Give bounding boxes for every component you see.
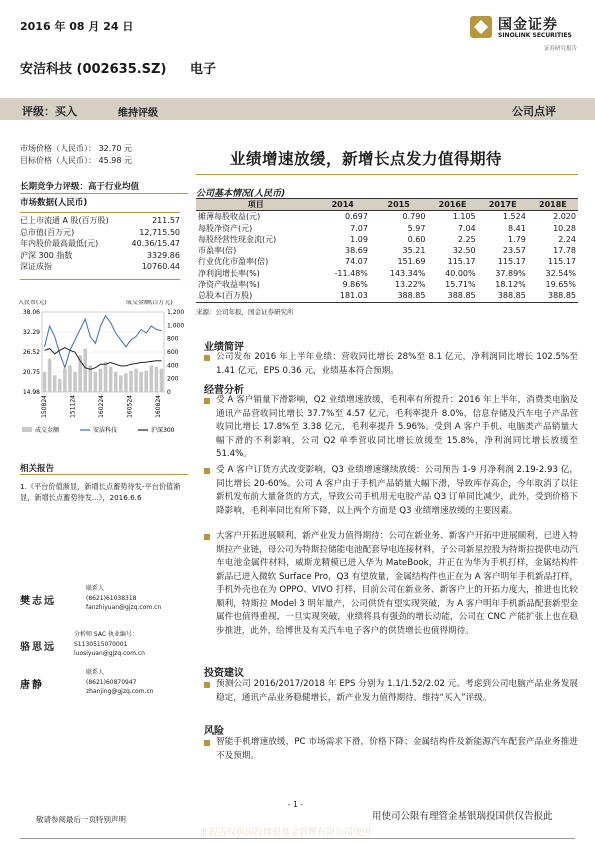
table-cell: 143.34% xyxy=(389,268,426,278)
section-paragraph: 大客户开拓进展顺利，新产业发力值得期待：公司在新业务、新客户开拓中进展顺利，已进入特斯拉产业链，母公司为特斯拉储能电池配套导电连接材料，子公司新星控股为特斯拉提供电动汽车电池金属件材料，威斯龙精模已进入华为 MateBook，并正在为华为手机打样，金属结构件新品已进入微软 Surface Pro，Q3 有望放量，金属结构件也正在为 A 客户明年手机新品打样，手机外壳也在为 OPPO、VIVO 打样，目前公司在新业务、新客户上的开拓力度大，推进也比较顺利，特斯拉 Model 3 明年量产，公司供货有望实现突破，为 A 客户明年手机新品配套新型金属件也值得重视，一旦实现突破，业绩将具有强劲的增长动能，公司在 CNC 产能扩张上也在稳步推进，此外，给博世及有关汽车电子客户的供货增长也值得期待。 xyxy=(204,530,578,638)
chart-ytick-label: 32.29 xyxy=(22,329,40,336)
section-paragraph: 智能手机增速放缓，PC 市场需求下滑，价格下降；金属结构件及新能源汽车配套产品业务推进不及预期。 xyxy=(204,736,578,763)
chart-y2tick-label: 400 xyxy=(167,362,179,370)
chart-legend-swatch xyxy=(22,427,32,432)
competitiveness-rating: 长期竞争力评级：高于行业均值 xyxy=(20,182,140,192)
section-paragraph: 受 A 客户订货方式改变影响，Q3 业绩增速继续放缓：公司预告 1-9 月净利润 2.19-2.93 亿，同比增长 20-60%。公司 A 客户由于手机产品销量大幅下滑，导致库存高企，今年取消了以往新机发布前大量备货的方式，导致公司手机用无电胶产品 Q3 订单同比减少，此外，受到价格下降影响，毛利率同比有所下降，以上两个方面是 Q3 业绩增速放缓的主要因素。 xyxy=(204,464,578,518)
logo-sub: 证券研究报告 xyxy=(544,46,578,52)
table-cell: 37.89% xyxy=(495,268,526,278)
table-cell: 35.21 xyxy=(402,246,426,256)
table-cell: 388.85 xyxy=(427,290,477,302)
chart-volume-bar xyxy=(114,372,118,392)
table-cell: 388.85 xyxy=(528,290,578,302)
table-row xyxy=(196,223,578,234)
section-title: 业绩简评 xyxy=(204,342,244,353)
table-cell: 7.04 xyxy=(457,223,476,233)
chart-volume-bar xyxy=(83,349,87,392)
table-cell: 17.78 xyxy=(553,246,576,256)
chart-volume-bar xyxy=(134,369,138,392)
bullet-icon xyxy=(204,355,210,361)
analyst-info: 分析师 SAC 执业编号：S1130515070001 luosiyuan@gjzq.com.cn xyxy=(74,631,145,657)
analyst-name: 唐静 xyxy=(20,680,44,691)
row-label: 总股本(百万股) xyxy=(196,290,316,302)
table-cell: 2.25 xyxy=(457,234,476,244)
divider xyxy=(20,212,180,213)
title-divider xyxy=(196,174,578,175)
table-row xyxy=(196,268,578,279)
chart-volume-bar xyxy=(73,372,77,392)
chart-ytick-label: 20.75 xyxy=(22,369,40,376)
page-number: - 1 - xyxy=(288,800,303,809)
row-label: 每股净资产(元) xyxy=(198,223,253,233)
market-price: 市场价格（人民币）： 32.70 元 xyxy=(20,144,132,153)
chart-y2label: 成交金额(百万元) xyxy=(126,300,173,306)
market-data-heading: 市场数据(人民币) xyxy=(20,198,88,208)
table-heading: 公司基本情况(人民币) xyxy=(196,189,286,199)
market-data xyxy=(20,198,180,280)
chart-volume-bar xyxy=(150,365,154,392)
usage-notice: 用使司公限有理管金基银瑞投国供仅告报此 xyxy=(372,811,553,822)
col-header: 2017E xyxy=(478,199,528,211)
chart-volume-bar xyxy=(58,379,62,392)
chart-y2tick-label: 1,200 xyxy=(167,309,185,316)
chart-xtick-label: 160224 xyxy=(98,395,105,418)
table-cell: 0.697 xyxy=(345,212,368,222)
row-label: 净利润增长率(%) xyxy=(198,268,260,278)
chart-volume-bar xyxy=(68,365,72,392)
chart-y2tick-label: 0 xyxy=(167,389,171,396)
table-cell: 10.28 xyxy=(553,223,576,233)
market-data-row: 年内股价最高最低(元) 40.36/15.47 xyxy=(20,239,180,248)
col-header: 2016E xyxy=(427,199,477,211)
report-title: 业绩增速放缓，新增长点发力值得期待 xyxy=(230,150,503,168)
table-header-row xyxy=(196,199,578,211)
table-cell: 0.790 xyxy=(402,212,426,222)
table-cell: 9.86% xyxy=(342,280,368,290)
rating-sub: 维持评级 xyxy=(118,108,158,119)
table-row xyxy=(196,211,578,223)
chart-legend-label: 沪深300 xyxy=(151,427,175,434)
chart-y2tick-label: 800 xyxy=(167,335,179,343)
chart-ytick-label: 38.06 xyxy=(22,309,40,316)
table-cell: -11.48% xyxy=(334,268,368,278)
sinolink-logo-icon xyxy=(470,16,492,38)
chart-volume-bar xyxy=(63,369,67,392)
industry: 电子 xyxy=(190,62,217,77)
chart-volume-bar xyxy=(144,371,148,392)
table-cell: 8.41 xyxy=(507,223,526,233)
related-heading: 相关报告 xyxy=(20,464,55,474)
table-cell: 7.07 xyxy=(350,223,368,233)
analyst-card xyxy=(20,668,188,710)
section-paragraph: 预测公司 2016/2017/2018 年 EPS 分别为 1.1/1.52/2.02 元。考虑到公司电脑产品业务发展稳定，通讯产品业务稳健增长，新产业发力值得期待，维持“买入”评级。 xyxy=(204,678,578,705)
footer-divider xyxy=(20,838,575,839)
chart-series-line-anjie xyxy=(45,316,162,368)
analyst-card xyxy=(20,630,188,672)
market-data-row: 总市值(百万元) 12,715.50 xyxy=(20,227,180,237)
col-header: 2018E xyxy=(528,199,578,211)
table-cell: 1.09 xyxy=(350,234,368,244)
table-cell: 18.12% xyxy=(495,280,526,290)
table-cell: 115.17 xyxy=(548,257,576,267)
financial-table xyxy=(196,198,578,303)
logo-en: SINOLINK SECURITIES xyxy=(498,32,572,39)
bullet-icon xyxy=(204,534,210,540)
rating-band xyxy=(0,98,595,120)
chart-volume-bar xyxy=(43,372,47,392)
chart-ytick-label: 14.98 xyxy=(22,389,40,396)
sinolink-logo xyxy=(470,14,580,58)
table-cell: 1.79 xyxy=(507,234,526,244)
stock-price-chart xyxy=(14,300,196,440)
target-price: 目标价格（人民币）： 45.98 元 xyxy=(20,156,132,165)
section-paragraph: 公司发布 2016 年上半年业绩：营收同比增长 28%至 8.1 亿元，净利润同比增长 102.5%至 1.41 亿元，EPS 0.36 元，业绩基本符合预期。 xyxy=(204,351,578,378)
disclaimer: 敬请参阅最后一页特别声明 xyxy=(36,815,126,824)
chart-volume-bar xyxy=(119,375,123,392)
row-label: 市盈率(倍) xyxy=(198,246,237,256)
chart-legend-label: 安洁科技 xyxy=(93,427,118,434)
table-row xyxy=(196,290,578,302)
chart-volume-bar xyxy=(139,372,143,392)
analyst-name: 骆思远 xyxy=(20,642,56,653)
chart-volume-bar xyxy=(129,371,133,392)
chart-ylabel: 人民币(元) xyxy=(18,300,47,306)
bullet-icon xyxy=(204,468,210,474)
bullet-icon xyxy=(204,682,210,688)
col-header: 2015 xyxy=(370,199,428,211)
report-date: 2016 年 08 月 24 日 xyxy=(20,20,134,33)
market-data-row: 沪深 300 指数 3329.86 xyxy=(20,250,180,260)
table-cell: 5.97 xyxy=(407,223,426,233)
table-cell: 388.85 xyxy=(370,290,428,302)
table-cell: 32.54% xyxy=(545,268,576,278)
col-header: 2014 xyxy=(316,199,370,211)
table-cell: 74.07 xyxy=(345,257,368,267)
chart-xtick-label: 151124 xyxy=(69,395,77,418)
logo-cn: 国金证券 xyxy=(498,17,558,33)
table-cell: 115.17 xyxy=(497,257,526,267)
table-cell: 115.17 xyxy=(447,257,476,267)
table-source: 来源：公司年报，国金证券研究所 xyxy=(196,308,294,316)
analyst-info: 联系人 (8621)60870947 zhanjing@gjzq.com.cn xyxy=(86,669,154,695)
section-paragraph: 受 A 客户销量下滑影响，Q2 业绩增速放缓，毛利率有所提升：2016 年上半年，消费类电脑及通讯产品营收同比增长 37.7%至 4.57 亿元，毛利率提升 8.0%，信息存储及汽车电子产品营收同比增长 17.8%至 3.38 亿元，毛利率提升 5.96%。受到 A 客户手机、电脑类产品销量大幅下滑的不利影响，公司 Q2 单季营收同比增长放缓至 15.8%，净利润同比增长放缓至 51.4%。 xyxy=(204,394,578,462)
table-cell: 181.03 xyxy=(316,290,370,302)
table-row xyxy=(196,245,578,256)
chart-volume-bar xyxy=(109,367,113,392)
divider xyxy=(20,279,180,280)
report-type: 公司点评 xyxy=(512,105,556,118)
chart-xtick-label: 160824 xyxy=(155,395,162,418)
chart-volume-bar xyxy=(104,362,108,392)
table-row xyxy=(196,234,578,245)
table-row xyxy=(196,256,578,267)
bullet-icon xyxy=(204,398,210,404)
divider xyxy=(20,193,188,194)
section-title: 经营分析 xyxy=(204,385,244,396)
row-label: 每股经营性现金流(元) xyxy=(198,234,277,244)
chart-volume-bar xyxy=(155,367,159,392)
analyst-info: 联系人 (8621)61038318 fanzhiyuan@gjzq.com.cn xyxy=(86,585,162,611)
row-label: 行业优化市盈率(倍) xyxy=(198,257,269,267)
divider xyxy=(20,474,188,475)
table-cell: 15.71% xyxy=(445,280,476,290)
analyst-name: 樊志远 xyxy=(20,596,56,607)
chart-legend-label: 成交金额 xyxy=(35,427,60,434)
chart-xtick-label: 160524 xyxy=(126,395,134,418)
chart-y2tick-label: 600 xyxy=(167,349,179,356)
table-cell: 1.524 xyxy=(502,212,526,222)
watermark: 此报告仅供国投瑞银基金管理有限公司使用 xyxy=(200,828,372,838)
chart-y2tick-label: 200 xyxy=(167,375,179,383)
section-title: 风险 xyxy=(204,726,224,737)
table-cell: 32.50 xyxy=(452,246,476,256)
rating-label: 评级：买入 xyxy=(22,105,77,118)
chart-volume-bar xyxy=(160,369,164,392)
col-header: 项目 xyxy=(196,199,316,211)
row-label: 摊薄每股收益(元) xyxy=(198,212,261,222)
related-report: 1.《平台价值渐显，新增长点蓄势待发-平台价值渐显，新增长点蓄势待发...》，2016.6.6 xyxy=(20,482,181,502)
row-label: 净资产收益率(%) xyxy=(198,280,260,290)
analyst-card xyxy=(20,584,188,626)
market-data-row: 已上市流通 A 股(百万股) 211.57 xyxy=(20,216,180,225)
table-cell: 13.22% xyxy=(394,280,426,290)
bullet-icon xyxy=(204,740,210,746)
section-title: 投资建议 xyxy=(204,668,244,679)
chart-xtick-label: 150824 xyxy=(41,395,48,418)
chart-volume-bar xyxy=(124,373,128,392)
company-name: 安洁科技 (002635.SZ) xyxy=(20,62,167,77)
table-cell: 151.69 xyxy=(397,257,426,267)
table-cell: 19.65% xyxy=(545,280,576,290)
table-cell: 23.57 xyxy=(502,246,526,256)
table-cell: 0.60 xyxy=(407,234,426,244)
chart-y2tick-label: 1,000 xyxy=(167,322,185,330)
table-cell: 2.020 xyxy=(553,212,576,222)
table-cell: 1.105 xyxy=(452,212,476,222)
chart-ytick-label: 26.52 xyxy=(22,349,40,356)
table-cell: 38.69 xyxy=(345,246,368,256)
chart-volume-bar xyxy=(48,359,52,392)
chart-volume-bar xyxy=(94,372,98,392)
table-cell: 388.85 xyxy=(478,290,528,302)
table-cell: 2.24 xyxy=(558,234,576,244)
table-row xyxy=(196,279,578,290)
market-data-row: 深证成指 10760.44 xyxy=(20,262,180,271)
chart-volume-bar xyxy=(99,369,103,392)
chart-volume-bar xyxy=(53,375,57,392)
table-cell: 40.00% xyxy=(445,268,476,278)
